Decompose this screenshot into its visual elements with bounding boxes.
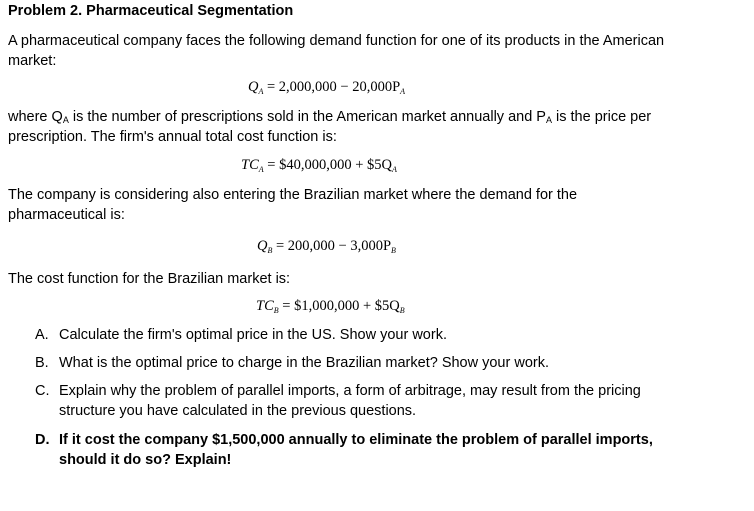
eq-us-cost-rhs-sub: A — [391, 165, 397, 174]
question-b-text: What is the optimal price to charge in the Brazilian market? Show your work. — [59, 355, 549, 371]
problem-title: Problem 2. Pharmaceutical Segmentation — [8, 3, 294, 19]
eq-br-cost-lhs-sub: B — [273, 306, 279, 315]
where-sub1: A — [62, 115, 69, 125]
question-b — [8, 353, 748, 373]
equation-us-cost — [8, 154, 748, 176]
question-d — [8, 430, 689, 470]
question-b-letter: B. — [35, 355, 49, 371]
equation-us-demand — [8, 76, 748, 98]
eq-br-demand-lhs-sub: B — [267, 246, 273, 255]
equation-br-demand — [8, 235, 748, 257]
eq-br-demand-rhs-sub: B — [391, 246, 396, 255]
equation-br-cost — [8, 295, 748, 317]
eq-br-demand-lhs: Q — [257, 238, 268, 254]
eq-us-demand-rhs-sub: A — [400, 87, 406, 96]
where-part1: where Q — [8, 109, 63, 125]
eq-br-demand-rhs: = 200,000 − 3,000P — [272, 238, 392, 254]
eq-us-demand-lhs-sub: A — [258, 87, 264, 96]
where-sub2: A — [545, 115, 552, 125]
question-a — [8, 325, 748, 345]
brazil-cost-intro: The cost function for the Brazilian market is: — [8, 271, 291, 287]
question-a-text: Calculate the firm's optimal price in the US. Show your work. — [59, 327, 447, 343]
where-part2: is the number of prescriptions sold in the American market annually and P — [68, 109, 546, 125]
eq-br-cost-rhs-sub: B — [399, 306, 405, 315]
question-c-letter: C. — [35, 383, 50, 399]
question-a-letter: A. — [35, 327, 49, 343]
brazil-intro-paragraph: The company is considering also entering the Brazilian market where the demand for the pharmaceutical is: — [8, 187, 578, 223]
eq-us-cost-lhs-sub: A — [258, 165, 264, 174]
question-list — [8, 325, 748, 470]
question-c — [8, 381, 659, 421]
eq-br-cost-lhs: TC — [256, 298, 274, 314]
where-part3: is the price per prescription. The firm's annual total cost function is: — [8, 109, 652, 145]
document — [8, 0, 748, 470]
where-paragraph — [8, 107, 658, 147]
question-c-text: Explain why the problem of parallel imports, a form of arbitrage, may result from the pricing structure you have calculated in the previous questions. — [59, 383, 641, 419]
eq-us-demand-rhs: = 2,000,000 − 20,000P — [263, 79, 401, 95]
eq-us-demand-lhs: Q — [248, 79, 259, 95]
eq-us-cost-rhs: = $40,000,000 + $5Q — [263, 157, 392, 173]
question-d-text: If it cost the company $1,500,000 annually to eliminate the problem of parallel imports, should it do so? Explain! — [59, 432, 653, 468]
question-d-letter: D. — [35, 432, 50, 448]
eq-br-cost-rhs: = $1,000,000 + $5Q — [278, 298, 400, 314]
eq-us-cost-lhs: TC — [241, 157, 259, 173]
intro-paragraph: A pharmaceutical company faces the following demand function for one of its products in the American market: — [8, 33, 665, 69]
